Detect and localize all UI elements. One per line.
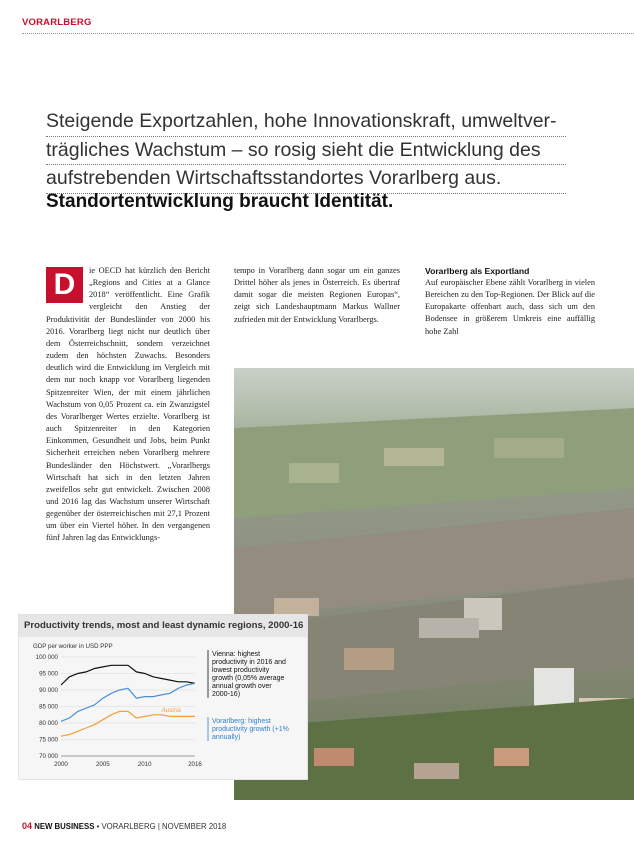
chart-series-line: [61, 665, 195, 685]
chart-series-label: Austria: [161, 706, 181, 714]
vorarlberg-annotation-line: Vorarlberg: highest: [212, 718, 271, 725]
footer-divider: |: [157, 822, 160, 831]
top-rule: [22, 33, 634, 34]
page-footer: [22, 821, 226, 831]
chart-y-tick-label: 75 000: [39, 736, 58, 744]
chart-y-tick-label: 85 000: [39, 703, 58, 711]
page-number: 04: [22, 821, 33, 831]
vienna-annotation-line: productivity in 2016 and: [212, 659, 286, 666]
chart-series-line: [61, 711, 195, 736]
lead-line: Steigende Exportzahlen, hohe Innovationskraft, umweltver-: [46, 108, 566, 137]
vienna-annotation-line: annual growth over: [212, 683, 272, 690]
article-column-2: [234, 265, 400, 326]
chart-y-tick-label: 70 000: [39, 753, 58, 760]
chart-title: Productivity trends, most and least dynamic regions, 2000-16: [19, 615, 307, 637]
productivity-chart: [18, 614, 308, 780]
chart-x-tick-label: 2000: [54, 761, 68, 768]
vienna-annotation-line: growth (0,05% average: [212, 675, 285, 682]
chart-y-tick-label: 100 000: [35, 654, 58, 661]
magazine-brand: NEW BUSINESS: [34, 822, 95, 831]
chart-y-label: GDP per worker in USD PPP: [33, 643, 113, 650]
lead-line: aufstrebenden Wirtschaftsstandortes Vorarlberg aus.: [46, 165, 566, 194]
vienna-annotation-line: lowest productivity: [212, 667, 270, 674]
chart-y-tick-label: 80 000: [39, 720, 58, 727]
column-text: ie OECD hat kürzlich den Bericht „Regions and Cities at a Glance 2018“ veröffentlicht. Eine Grafik vergleicht den Anstieg der Produktivität der Bundesländer von 2000 bis 2016. Vorarlberg liegt nicht nur deutlich über dem Österreichschnitt, sondern verzeichnet zudem den höchsten Zuwachs. Besonders deutlich wird die Entwicklung im Vergleich mit dem nur noch knapp vor Vorarlberg liegenden Spitzenreiter Wien, der mit einem jährlichen Wachstum von 0,05 Prozent ca. ein Zwanzigstel des Vorarlberger Wertes erzielte. Vorarlberg ist auch Spitzenreiter in den Kategorien Einkommen, Gesundheit und Jobs, beim Punkt Sicherheit erreichen neben Vorarlberg mehrere Bundesländer den Höchstwert. „Vorarlbergs Wirtschaft hat sich in den letzten Jahren zweifellos sehr gut entwickelt. Zwischen 2008 und 2016 lag das Wachstum unserer Wirtschaft gegenüber der österreichischen mit 27,1 Prozent um über ein Viertel höher. In den vergangenen fünf Jahren lag das Entwicklungs-: [46, 266, 210, 543]
lead-line: trägliches Wachstum – so rosig sieht die Entwicklung des: [46, 137, 566, 166]
vienna-annotation-line: Vienna: highest: [212, 651, 261, 658]
section-tag: VORARLBERG: [22, 17, 92, 28]
chart-series: [61, 665, 195, 736]
chart-x-tick-label: 2016: [188, 761, 202, 768]
chart-x-tick-label: 2010: [137, 761, 152, 768]
vienna-annotation-line: 2000-16): [212, 691, 241, 698]
chart-series-line: [61, 683, 195, 721]
column-text: tempo in Vorarlberg dann sogar um ein ganzes Drittel höher als jenes in Österreich. Es übertraf damit sogar die meisten Regionen Europas“, zeigt sich Landeshauptmann Markus Wallner zufrieden mit der Entwicklung Vorarlbergs.: [234, 266, 400, 324]
column-text: Auf europäischer Ebene zählt Vorarlberg in vielen Bereichen zu den Top-Regionen. Der Blick auf die Europakarte offenbart auch, dass sich um den Bodensee in größerem Umkreis eine auffällig hohe Zahl: [425, 278, 595, 336]
chart-y-ticks: [36, 654, 59, 760]
chart-x-tick-label: 2005: [95, 761, 110, 768]
chart-annotations: [208, 650, 289, 741]
chart-x-ticks: [54, 761, 202, 768]
chart-y-tick-label: 90 000: [39, 687, 58, 694]
footer-separator: •: [96, 822, 100, 831]
vorarlberg-annotation-line: annually): [212, 734, 241, 741]
lead-paragraph: [46, 108, 566, 194]
article-column-3: [425, 265, 595, 338]
headline: Standortentwicklung braucht Identität.: [46, 191, 394, 212]
chart-plot: [19, 637, 307, 779]
vorarlberg-annotation-line: productivity growth (+1%: [212, 726, 289, 733]
drop-cap: D: [46, 267, 83, 303]
chart-y-tick-label: 95 000: [39, 670, 58, 678]
footer-issue: NOVEMBER 2018: [162, 822, 227, 831]
column-subhead: Vorarlberg als Exportland: [425, 266, 530, 276]
article-column-1: [46, 265, 210, 545]
footer-region: VORARLBERG: [101, 822, 156, 831]
